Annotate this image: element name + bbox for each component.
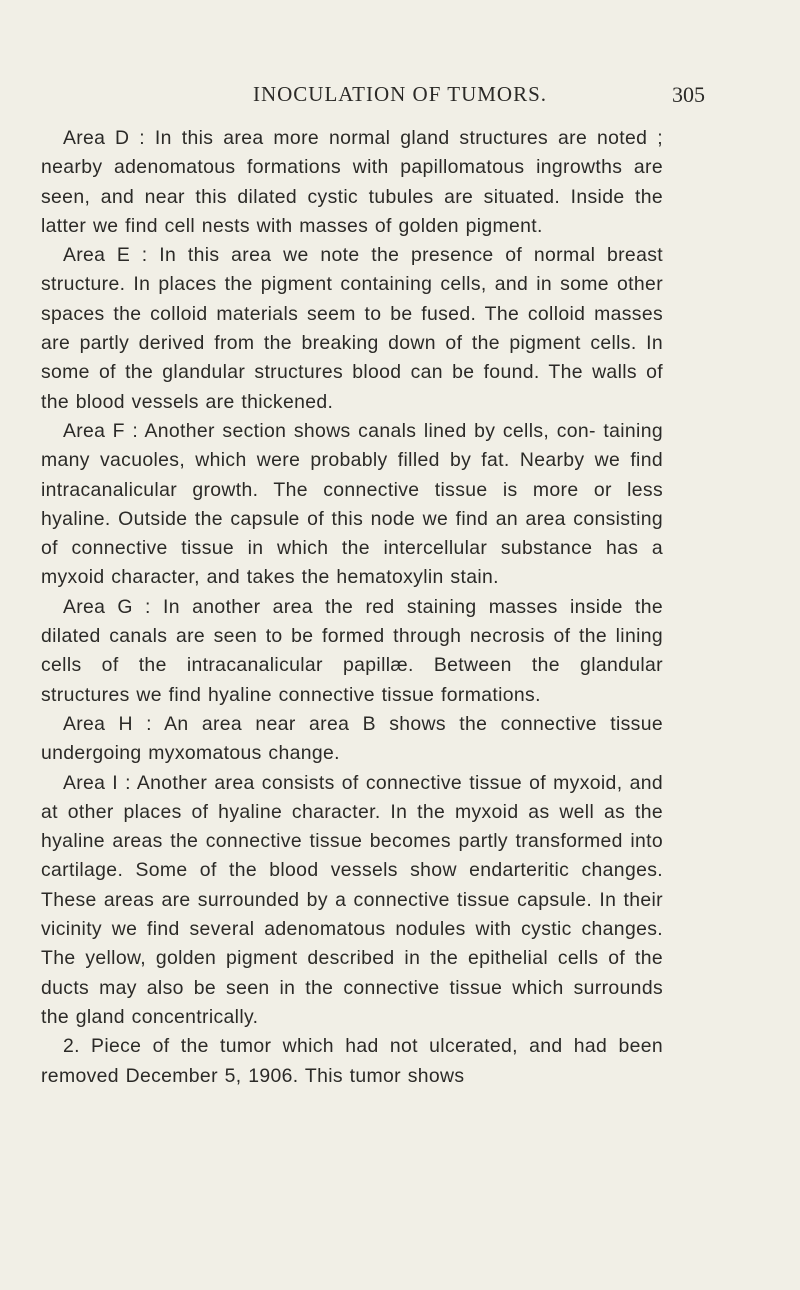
paragraph-label: Area F : bbox=[63, 419, 139, 442]
paragraph-label: 2. bbox=[63, 1035, 80, 1058]
paragraph-text: Another section shows canals lined by cells, con- taining many vacuoles, which were probably filled by fat. Nearby we find intracanalicular growth. The connective tissue is more or less hyaline. Outside the capsule of this node we find an area consisting of connective tissue in which the intercellular substance has a myxoid character, and takes the hematoxylin stain. bbox=[41, 419, 663, 589]
paragraph-text: In another area the red staining masses inside the dilated canals are seen to be formed through necrosis of the lining cells of the intracanalicular papillæ. Between the glandular structures we find hyaline connective tissue formations. bbox=[41, 595, 664, 706]
paragraph-label: Area D : bbox=[63, 127, 145, 149]
paragraph-text: In this area we note the presence of normal breast structure. In places the pigment containing cells, and in some other spaces the colloid materials seem to be fused. The colloid masses are partly derived from the breaking down of the pigment cells. In some of the glandular structures blood can be found. The walls of the blood vessels are thickened. bbox=[41, 244, 663, 413]
paragraph-label: Area I : bbox=[63, 771, 131, 794]
paragraph-text: Piece of the tumor which had not ulcerated, and had been removed December 5, 1906. This tumor shows bbox=[41, 1035, 663, 1087]
running-title: INOCULATION OF TUMORS. bbox=[252, 82, 548, 106]
paragraph-item-2 bbox=[41, 1032, 663, 1091]
paragraph-label: Area H : bbox=[63, 712, 152, 735]
running-header bbox=[0, 82, 800, 112]
paragraph-area-i bbox=[41, 769, 663, 1033]
page-number: 305 bbox=[672, 82, 705, 107]
paragraph-area-f bbox=[41, 417, 663, 593]
paragraph-label: Area G : bbox=[63, 595, 151, 618]
paragraph-label: Area E : bbox=[63, 244, 148, 267]
body-text bbox=[41, 124, 663, 1091]
paragraph-area-h bbox=[41, 710, 663, 769]
paragraph-area-g bbox=[41, 593, 663, 710]
paragraph-text: Another area consists of connective tissue of myxoid, and at other places of hyaline character. In the myxoid as well as the hyaline areas the connective tissue becomes partly transformed into cartilage. Some of the blood vessels show endarteritic changes. These areas are surrounded by a connective tissue capsule. In their vicinity we find several adenomatous nodules with cystic changes. The yellow, golden pigment described in the epithelial cells of the ducts may also be seen in the connective tissue which surrounds the gland concentrically. bbox=[41, 771, 663, 1028]
paragraph-text: An area near area B shows the connective tissue undergoing myxomatous change. bbox=[41, 712, 663, 765]
paragraph-area-e bbox=[41, 241, 663, 417]
paragraph-text: In this area more normal gland structures are noted ; nearby adenomatous formations with papillomatous ingrowths are seen, and near this dilated cystic tubules are situated. Inside the latter we find cell nests with masses of golden pigment. bbox=[41, 127, 664, 237]
paragraph-area-d bbox=[41, 124, 663, 241]
